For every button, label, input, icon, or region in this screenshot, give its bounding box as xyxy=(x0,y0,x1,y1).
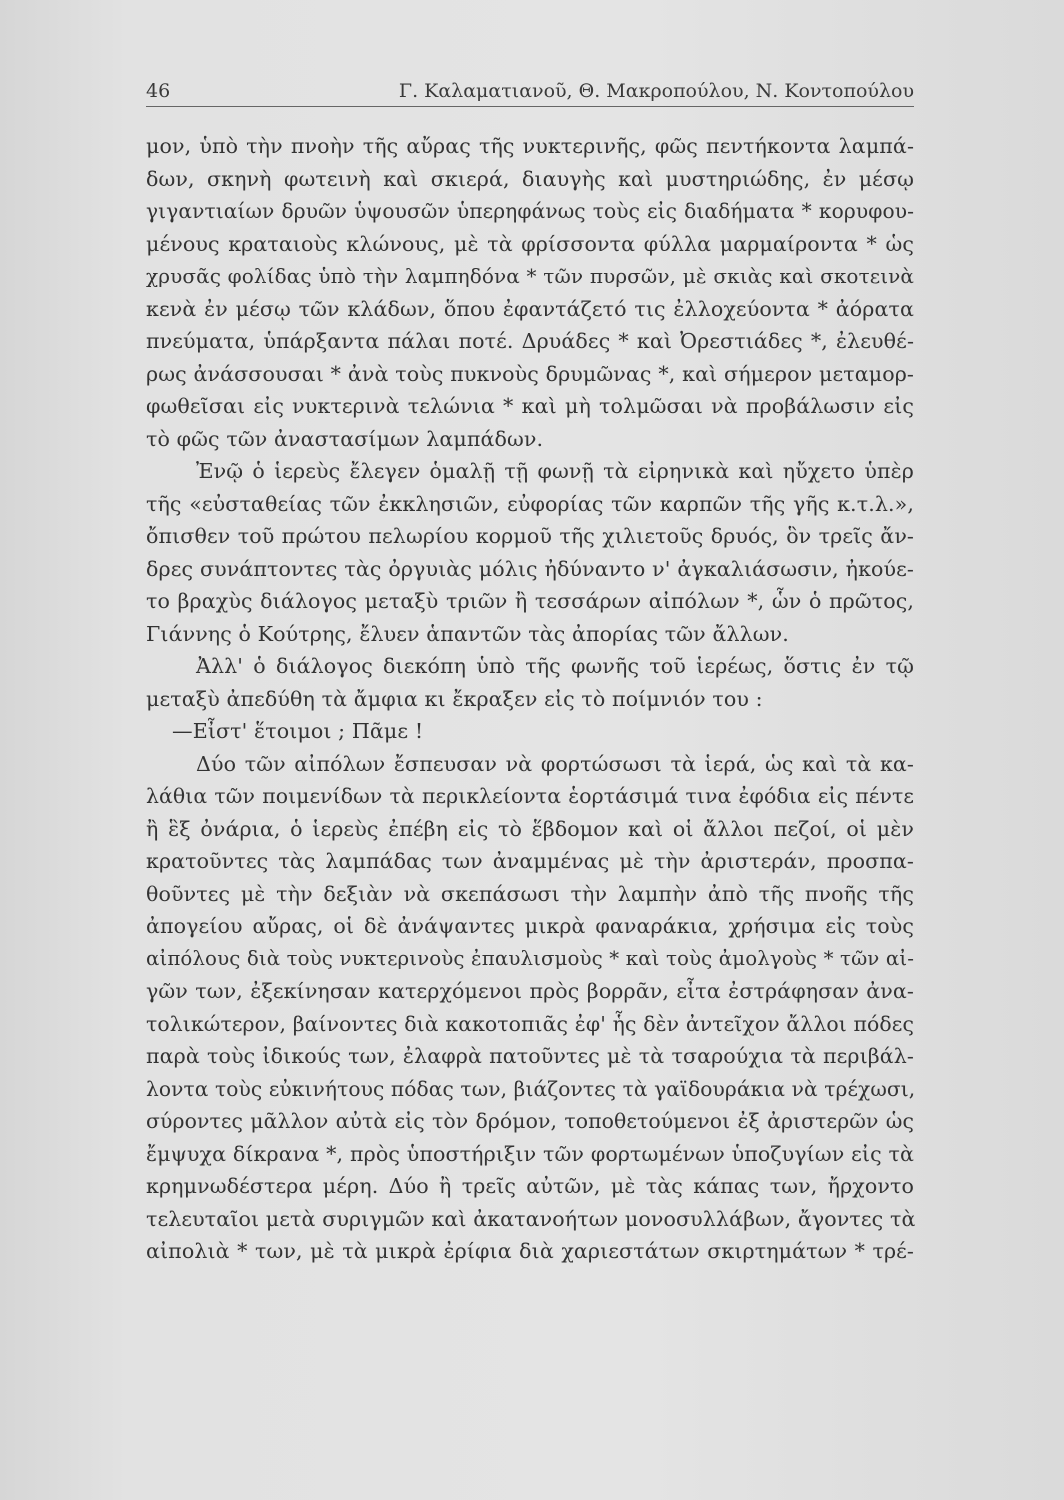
text-line: τελευταῖοι μετὰ συριγμῶν καὶ ἀκατανοήτων μονοσυλλάβων, ἄγοντες τὰ xyxy=(146,1206,916,1231)
text-line: παρὰ τοὺς ἰδικούς των, ἐλαφρὰ πατοῦντες μὲ τὰ τσαρούχια τὰ περιβάλ- xyxy=(146,1044,914,1068)
running-head: Γ. Καλαματιανοῦ, Θ. Μακροπούλου, Ν. Κοντοπούλου xyxy=(398,80,914,102)
page-number: 46 xyxy=(146,80,171,102)
text-line: ἔμψυχα δίκρανα *, πρὸς ὑποστήριξιν τῶν φορτωμένων ὑποζυγίων εἰς τὰ xyxy=(146,1141,914,1166)
text-line: ἀπογείου αὔρας, οἱ δὲ ἀνάψαντες μικρὰ φαναράκια, χρήσιμα εἰς τοὺς xyxy=(146,914,914,938)
text-line: δων, σκηνὴ φωτεινὴ καὶ σκιερά, διαυγὴς καὶ μυστηριώδης, ἐν μέσῳ xyxy=(146,166,914,191)
text-line: δρες συνάπτοντες τὰς ὀργυιὰς μόλις ἠδύναντο ν' ἀγκαλιάσωσιν, ἠκούε- xyxy=(146,556,914,581)
text-line: θοῦντες μὲ τὴν δεξιὰν νὰ σκεπάσωσι τὴν λαμπὴν ἀπὸ τῆς πνοῆς τῆς xyxy=(146,881,914,906)
text-line: λάθια τῶν ποιμενίδων τὰ περικλείοντα ἑορτάσιμά τινα ἐφόδια εἰς πέντε xyxy=(146,784,914,808)
dialogue-line: —Εἶστ' ἕτοιμοι ; Πᾶμε ! xyxy=(172,719,424,743)
text-line: μον, ὑπὸ τὴν πνοὴν τῆς αὔρας τῆς νυκτερινῆς, φῶς πεντήκοντα λαμπά- xyxy=(146,134,914,158)
text-line: γῶν των, ἐξεκίνησαν κατερχόμενοι πρὸς βορρᾶν, εἶτα ἐστράφησαν ἀνα- xyxy=(146,979,914,1003)
text-line: ρως ἀνάσσουσαι * ἀνὰ τοὺς πυκνοὺς δρυμῶνας *, καὶ σήμερον μεταμορ- xyxy=(146,361,914,386)
text-line: κενὰ ἐν μέσῳ τῶν κλάδων, ὅπου ἐφαντάζετό τις ἐλλοχεύοντα * ἀόρατα xyxy=(146,296,914,321)
text-line: τὸ φῶς τῶν ἀναστασίμων λαμπάδων. xyxy=(146,426,544,451)
text-line: λοντα τοὺς εὐκινήτους πόδας των, βιάζοντες τὰ γαϊδουράκια νὰ τρέχωσι, xyxy=(146,1076,916,1101)
text-line: ὄπισθεν τοῦ πρώτου πελωρίου κορμοῦ τῆς χιλιετοῦς δρυός, ὃν τρεῖς ἄν- xyxy=(146,524,914,548)
text-line: κρατοῦντες τὰς λαμπάδας των ἀναμμένας μὲ τὴν ἀριστεράν, προσπα- xyxy=(146,849,914,873)
text-line: γιγαντιαίων δρυῶν ὑψουσῶν ὑπερηφάνως τοὺς εἰς διαδήματα * κορυφου- xyxy=(146,199,914,223)
text-line: αἰπολιὰ * των, μὲ τὰ μικρὰ ἐρίφια διὰ χαριεστάτων σκιρτημάτων * τρέ- xyxy=(146,1239,914,1263)
text-line: Ἐνῷ ὁ ἱερεὺς ἔλεγεν ὁμαλῇ τῇ φωνῇ τὰ εἰρηνικὰ καὶ ηὔχετο ὑπὲρ xyxy=(196,459,914,483)
text-line: το βραχὺς διάλογος μεταξὺ τριῶν ἢ τεσσάρων αἰπόλων *, ὧν ὁ πρῶτος, xyxy=(146,589,914,613)
header-rule xyxy=(146,106,914,107)
text-line: πνεύματα, ὑπάρξαντα πάλαι ποτέ. Δρυάδες * καὶ Ὀρεστιάδες *, ἐλευθέ- xyxy=(146,329,914,353)
text-line: Δύο τῶν αἰπόλων ἔσπευσαν νὰ φορτώσωσι τὰ ἱερά, ὡς καὶ τὰ κα- xyxy=(196,751,914,776)
text-line: μένους κραταιοὺς κλώνους, μὲ τὰ φρίσσοντα φύλλα μαρμαίροντα * ὡς xyxy=(146,231,914,256)
text-line: σύροντες μᾶλλον αὐτὰ εἰς τὸν δρόμον, τοποθετούμενοι ἐξ ἀριστερῶν ὡς xyxy=(146,1109,914,1133)
text-line: Γιάννης ὁ Κούτρης, ἔλυεν ἁπαντῶν τὰς ἀπορίας τῶν ἄλλων. xyxy=(146,621,789,646)
text-line: μεταξὺ ἀπεδύθη τὰ ἄμφια κι ἔκραξεν εἰς τὸ ποίμνιόν του : xyxy=(146,686,763,711)
page-header xyxy=(146,76,914,102)
text-line: φωθεῖσαι εἰς νυκτερινὰ τελώνια * καὶ μὴ τολμῶσαι νὰ προβάλωσιν εἰς xyxy=(146,394,914,418)
text-line: τῆς «εὐσταθείας τῶν ἐκκλησιῶν, εὐφορίας τῶν καρπῶν τῆς γῆς κ.τ.λ.», xyxy=(146,491,914,516)
text-line: αἰπόλους διὰ τοὺς νυκτερινοὺς ἐπαυλισμοὺς * καὶ τοὺς ἀμολγοὺς * τῶν αἰ- xyxy=(146,946,914,970)
body-text xyxy=(146,130,914,1268)
text-line: κρημνωδέστερα μέρη. Δύο ἢ τρεῖς αὐτῶν, μὲ τὰς κάπας των, ἤρχοντο xyxy=(146,1174,914,1198)
text-line: χρυσᾶς φολίδας ὑπὸ τὴν λαμπηδόνα * τῶν πυρσῶν, μὲ σκιὰς καὶ σκοτεινὰ xyxy=(146,264,914,288)
text-line: ἢ ἓξ ὀνάρια, ὁ ἱερεὺς ἐπέβη εἰς τὸ ἕβδομον καὶ οἱ ἄλλοι πεζοί, οἱ μὲν xyxy=(146,816,914,841)
text-line: Ἀλλ' ὁ διάλογος διεκόπη ὑπὸ τῆς φωνῆς τοῦ ἱερέως, ὅστις ἐν τῷ xyxy=(196,654,914,678)
text-line: τολικώτερον, βαίνοντες διὰ κακοτοπιᾶς ἐφ' ἧς δὲν ἀντεῖχον ἄλλοι πόδες xyxy=(146,1011,914,1036)
